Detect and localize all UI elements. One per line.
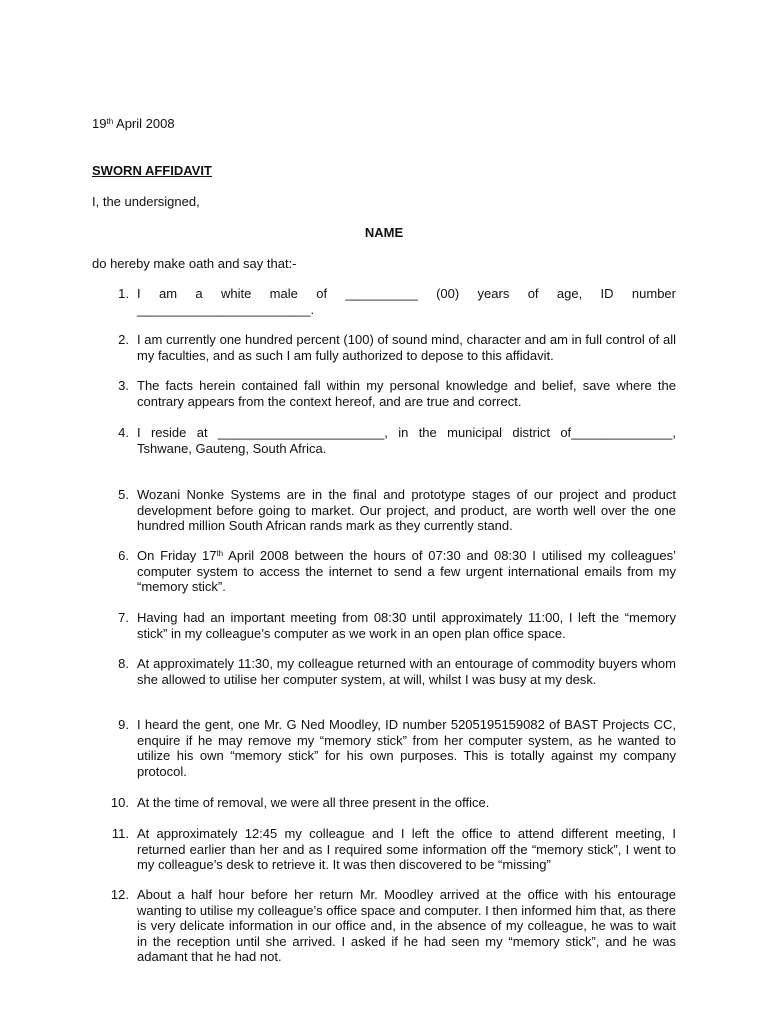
item-number: 10. <box>110 795 129 810</box>
deponent-name: NAME <box>364 225 404 240</box>
date-day: 19 <box>92 116 107 131</box>
document-date <box>92 116 175 131</box>
item-text <box>137 548 676 595</box>
list-item <box>92 286 676 317</box>
list-item <box>92 378 676 409</box>
item-number: 1. <box>118 286 129 301</box>
item-number: 5. <box>118 487 129 502</box>
item-text: I reside at _______________________, in the municipal district of______________, Tshwane, Gauteng, South Africa. <box>137 425 676 456</box>
item-number: 7. <box>118 610 129 625</box>
oath-line: do hereby make oath and say that:- <box>92 256 297 271</box>
intro-line: I, the undersigned, <box>92 194 200 209</box>
item-text: I heard the gent, one Mr. G Ned Moodley, ID number 5205195159082 of BAST Projects CC, enquire if he may remove my “memory stick” from her computer system, as he wanted to utilize his own “memory stick” for his own purposes. This is totally against my company protocol. <box>137 717 676 779</box>
item-text-start: On Friday 17 <box>137 548 217 563</box>
list-item <box>92 332 676 363</box>
item-number: 8. <box>118 656 129 671</box>
item-number: 2. <box>118 332 129 347</box>
item-text: I am a white male of __________ (00) years of age, ID number ________________________. <box>137 286 676 317</box>
list-item <box>92 425 676 456</box>
item-text: Having had an important meeting from 08:30 until approximately 11:00, I left the “memory stick” in my colleague’s computer as we work in an open plan office space. <box>137 610 676 641</box>
date-month-year: April 2008 <box>113 116 175 131</box>
item-text: At the time of removal, we were all three present in the office. <box>137 795 490 810</box>
item-text: About a half hour before her return Mr. Moodley arrived at the office with his entourage wanting to utilise my colleague’s office space and computer. I then informed him that, as there is very delicate information in our office and, in the absence of my colleague, he was to wait in the reception until she arrived. I asked if he had seen my “memory stick”, and he was adamant that he had not. <box>137 887 676 964</box>
item-number: 6. <box>118 548 129 563</box>
item-text: At approximately 12:45 my colleague and I left the office to attend different meeting, I returned earlier than her and as I required some information off the “memory stick”, I went to my colleague’s desk to retrieve it. It was then discovered to be “missing” <box>137 826 676 872</box>
ordinal-suffix: th <box>216 549 224 558</box>
item-number: 4. <box>118 425 129 440</box>
item-number: 11. <box>111 826 129 841</box>
list-item <box>92 795 676 811</box>
list-item <box>92 656 676 687</box>
item-text: The facts herein contained fall within my personal knowledge and belief, save where the contrary appears from the context hereof, and are true and correct. <box>137 378 676 409</box>
item-number: 9. <box>118 717 129 732</box>
item-text-rest: April 2008 between the hours of 07:30 and 08:30 I utilised my colleagues’ computer system to access the internet to send a few urgent international emails from my “memory stick”. <box>137 548 676 594</box>
item-number: 3. <box>118 378 129 393</box>
date-suffix: th <box>106 117 114 126</box>
item-text: At approximately 11:30, my colleague returned with an entourage of commodity buyers whom she allowed to utilise her computer system, at will, whilst I was busy at my desk. <box>137 656 676 687</box>
item-text: I am currently one hundred percent (100) of sound mind, character and am in full control of all my faculties, and as such I am fully authorized to depose to this affidavit. <box>137 332 676 363</box>
item-text: Wozani Nonke Systems are in the final and prototype stages of our project and product development before going to market. Our project, and product, are worth well over the one hundred million South African rands mark as they currently stand. <box>137 487 676 533</box>
list-item <box>92 826 676 873</box>
list-item <box>92 717 676 779</box>
list-item <box>92 487 676 534</box>
list-item <box>92 548 676 595</box>
document-heading: SWORN AFFIDAVIT <box>92 163 212 178</box>
item-number: 12. <box>110 887 129 902</box>
list-item <box>92 610 676 641</box>
list-item <box>92 887 676 965</box>
